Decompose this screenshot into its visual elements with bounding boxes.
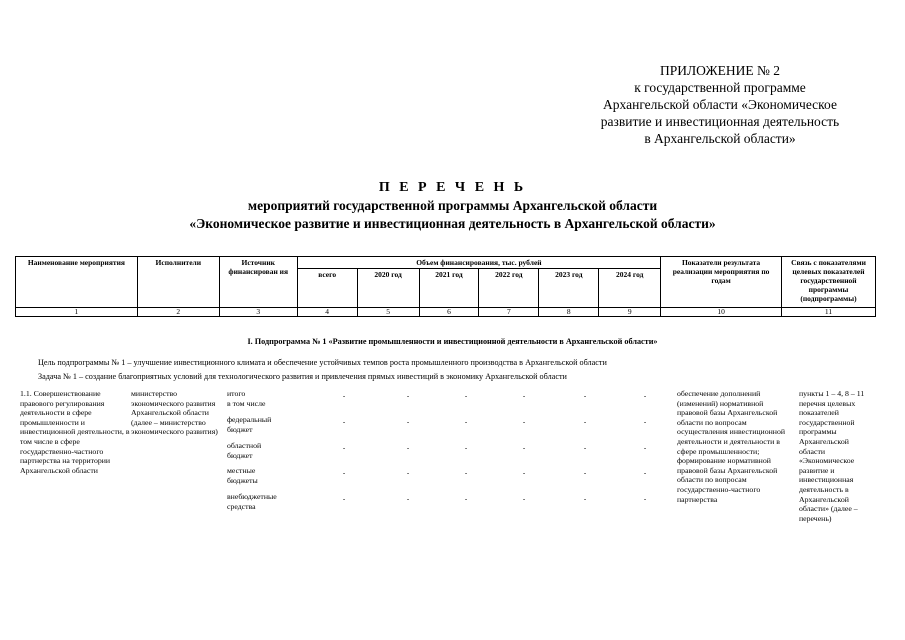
- col-number: 11: [781, 308, 875, 317]
- funding-value: -: [464, 392, 468, 400]
- task-text: Задача № 1 – создание благоприятных условий для технологического развития и привлечения прямых инвестиций в экономику Архангельской области: [38, 372, 567, 381]
- funding-value: -: [342, 418, 346, 426]
- document-subtitle: мероприятий государственной программы Архангельской области: [247, 198, 658, 213]
- funding-value: -: [583, 392, 587, 400]
- funding-value: -: [406, 418, 410, 426]
- col-number: 6: [419, 308, 479, 317]
- header-table: [15, 256, 876, 317]
- col-header-results: Показатели результата реализации мероприятия по годам: [661, 257, 782, 308]
- funding-value: -: [342, 392, 346, 400]
- col-header-funding: Объем финансирования, тыс. рублей: [297, 257, 660, 269]
- col-header-executors: Исполнители: [137, 257, 219, 308]
- funding-value: -: [643, 418, 647, 426]
- funding-value: -: [522, 495, 526, 503]
- funding-value: -: [583, 418, 587, 426]
- col-header-year: 2021 год: [419, 269, 479, 308]
- col-header-year: 2022 год: [479, 269, 539, 308]
- goal-text: Цель подпрограммы № 1 – улучшение инвестиционного климата и обеспечение устойчивых темпов роста промышленного производства в Архангельской области: [38, 358, 607, 367]
- funding-value: -: [583, 469, 587, 477]
- col-number: 4: [297, 308, 357, 317]
- col-header-year: 2020 год: [357, 269, 419, 308]
- funding-value: -: [522, 392, 526, 400]
- funding-value: -: [583, 495, 587, 503]
- appendix-line: ПРИЛОЖЕНИЕ № 2: [659, 63, 781, 78]
- appendix-block: [560, 62, 880, 147]
- document-subtitle: «Экономическое развитие и инвестиционная деятельность в Архангельской области»: [189, 216, 716, 231]
- col-header-source: Источник финансирован ия: [219, 257, 297, 308]
- funding-value: -: [342, 444, 346, 452]
- col-number: 10: [661, 308, 782, 317]
- funding-value: -: [464, 444, 468, 452]
- col-number: 7: [479, 308, 539, 317]
- funding-value: -: [522, 418, 526, 426]
- funding-value: -: [522, 469, 526, 477]
- col-header-total: всего: [297, 269, 357, 308]
- source-item: федеральный бюджет: [227, 415, 272, 434]
- funding-value: -: [406, 444, 410, 452]
- result-indicators: обеспечение дополнений (изменений) нормативной правовой базы Архангельской области по вопросам осуществления инвестиционной деятельности и деятельности в сфере промышленности; формирование нормативной правовой базы Архангельской области по вопросам государственно-частного партнерства: [677, 389, 786, 504]
- source-item: внебюджетные средства: [227, 492, 277, 511]
- col-number: 5: [357, 308, 419, 317]
- col-header-year: 2023 год: [539, 269, 599, 308]
- col-number: 2: [137, 308, 219, 317]
- funding-value: -: [406, 495, 410, 503]
- funding-value: -: [643, 495, 647, 503]
- funding-value: -: [643, 444, 647, 452]
- funding-value: -: [583, 444, 587, 452]
- funding-value: -: [464, 495, 468, 503]
- funding-value: -: [464, 469, 468, 477]
- appendix-line: развитие и инвестиционная деятельность: [600, 114, 840, 129]
- funding-value: -: [342, 469, 346, 477]
- appendix-line: к государственной программе: [634, 80, 806, 95]
- funding-value: -: [342, 495, 346, 503]
- funding-value: -: [406, 392, 410, 400]
- funding-value: -: [643, 469, 647, 477]
- source-item: областной бюджет: [227, 441, 262, 460]
- appendix-line: Архангельской области «Экономическое: [603, 97, 837, 112]
- col-header-name: Наименование мероприятия: [16, 257, 138, 308]
- col-number: 8: [539, 308, 599, 317]
- subprogram-heading: I. Подпрограмма № 1 «Развитие промышленности и инвестиционной деятельности в Архангельской области»: [247, 337, 658, 346]
- activity-executor: министерство экономического развития Архангельской области (далее – министерство экономического развития): [131, 389, 218, 437]
- appendix-line: в Архангельской области»: [644, 131, 796, 146]
- source-item: местные бюджеты: [227, 466, 258, 485]
- indicator-link: пункты 1 – 4, 8 – 11 перечня целевых показателей государственной программы Архангельской области «Экономическое развитие и инвестиционная деятельность в Архангельской области» (далее – перечень): [799, 389, 865, 523]
- funding-value: -: [643, 392, 647, 400]
- col-number: 1: [16, 308, 138, 317]
- col-number: 3: [219, 308, 297, 317]
- funding-value: -: [464, 418, 468, 426]
- document-title: П Е Р Е Ч Е Н Ь: [378, 180, 527, 195]
- source-item: итого в том числе: [227, 389, 266, 408]
- col-header-link: Связь с показателями целевых показателей государственной программы (подпрограммы): [781, 257, 875, 308]
- funding-value: -: [406, 469, 410, 477]
- funding-value: -: [522, 444, 526, 452]
- col-header-year: 2024 год: [599, 269, 661, 308]
- activity-name: 1.1. Совершенствование правового регулирования деятельности в сфере промышленности и инвестиционной деятельности, в том числе в сфере государственно-частного партнерства на территории Архангельской области: [20, 389, 130, 475]
- col-number: 9: [599, 308, 661, 317]
